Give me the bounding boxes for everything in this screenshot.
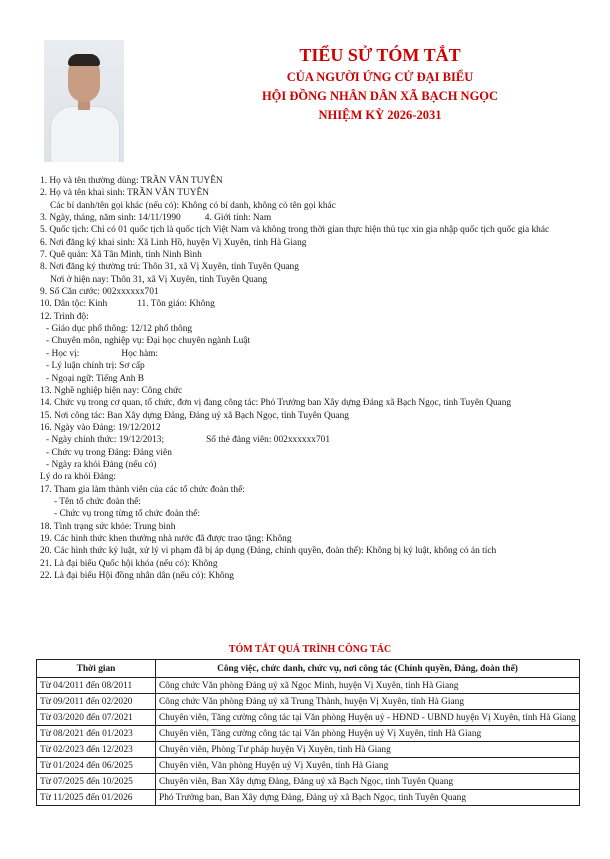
row-description: Chuyên viên, Văn phòng Huyện uỷ Vị Xuyên, tỉnh Hà Giang (156, 758, 580, 774)
table-row (37, 726, 580, 742)
table-row (37, 774, 580, 790)
row-time: Từ 04/2011 đến 08/2011 (37, 678, 156, 694)
biography-info (40, 175, 580, 582)
header-line-2: CỦA NGƯỜI ỨNG CỬ ĐẠI BIỂU (286, 70, 474, 84)
info-line-8: 8. Nơi đăng ký thường trú: Thôn 31, xã Vị Xuyên, tỉnh Tuyên Quang (40, 262, 299, 273)
table-row (37, 710, 580, 726)
info-hoc-vi: - Học vị: (46, 348, 80, 359)
row-description: Phó Trưởng ban, Ban Xây dựng Đảng, Đảng uỷ xã Bạch Ngọc, tỉnh Tuyên Quang (156, 790, 580, 806)
info-line-18: 18. Tình trạng sức khỏe: Trung bình (40, 521, 176, 532)
info-line-3-4 (40, 212, 580, 224)
info-line-10: 10. Dân tộc: Kinh (40, 299, 108, 310)
info-line-22: 22. Là đại biểu Hội đồng nhân dân (nếu có): Không (40, 571, 234, 581)
col-header-time: Thời gian (37, 660, 156, 678)
row-time: Từ 02/2023 đến 12/2023 (37, 742, 156, 758)
photo-hair (68, 54, 100, 66)
table-header-row (37, 660, 580, 678)
row-description: Chuyên viên, Phòng Tư pháp huyện Vị Xuyên, tỉnh Hà Giang (156, 742, 580, 758)
row-description: Chuyên viên, Tăng cường công tác tại Văn phòng Huyện uỷ - HĐND - UBND huyện Vị Xuyên, tỉnh Hà Giang (156, 710, 580, 726)
info-line-15: 15. Nơi công tác: Ban Xây dựng Đảng, Đảng uỷ xã Bạch Ngọc, tỉnh Tuyên Quang (40, 410, 349, 421)
info-hoc-ham: Học hàm: (121, 348, 159, 359)
info-line-13: 13. Nghề nghiệp hiện nay: Công chức (40, 385, 183, 396)
row-time: Từ 01/2024 đến 06/2025 (37, 758, 156, 774)
info-line-16c: - Ngày ra khỏi Đảng (nếu có) (46, 459, 157, 470)
row-description: Công chức Văn phòng Đảng uỷ xã Trung Thành, huyện Vị Xuyên, tỉnh Hà Giang (156, 694, 580, 710)
info-line-9: 9. Số Căn cước: 002xxxxxx701 (40, 287, 159, 298)
info-ngay-chinh-thuc: - Ngày chính thức: 19/12/2013; (46, 435, 165, 446)
row-time: Từ 08/2021 đến 01/2023 (37, 726, 156, 742)
photo-shirt (50, 106, 120, 162)
info-line-19: 19. Các hình thức khen thưởng nhà nước đã được trao tặng: Không (40, 533, 292, 544)
info-line-2b: Các bí danh/tên gọi khác (nếu có): Không có bí danh, không có tên gọi khác (50, 200, 336, 211)
info-line-12a: - Giáo dục phổ thông: 12/12 phổ thông (46, 324, 193, 335)
info-line-17b: - Chức vụ trong từng tổ chức đoàn thể: (54, 509, 200, 520)
row-time: Từ 09/2011 đến 02/2020 (37, 694, 156, 710)
info-line-7: 7. Quê quán: Xã Tân Minh, tỉnh Ninh Bình (40, 250, 202, 261)
info-line-16d: Lý do ra khỏi Đảng: (40, 472, 117, 483)
info-line-16: 16. Ngày vào Đảng: 19/12/2012 (40, 422, 161, 433)
info-line-1: 1. Họ và tên thường dùng: TRẦN VĂN TUYÊN (40, 176, 223, 186)
info-line-12e: - Ngoại ngữ: Tiếng Anh B (46, 373, 145, 384)
col-header-description: Công việc, chức danh, chức vụ, nơi công tác (Chính quyền, Đảng, đoàn thể) (156, 660, 580, 678)
info-line-21: 21. Là đại biểu Quốc hội khóa (nếu có): Không (40, 558, 218, 569)
info-line-14: 14. Chức vụ trong cơ quan, tổ chức, đơn vị đang công tác: Phó Trưởng ban Xây dựng Đảng xã Bạch Ngọc, tỉnh Tuyên Quang (40, 398, 512, 409)
info-line-5: 5. Quốc tịch: Chỉ có 01 quốc tịch là quốc tịch Việt Nam và không trong thời gian thực hiện thủ tục xin gia nhập quốc tịch quốc gia khác (40, 225, 550, 236)
work-history-table (36, 659, 580, 806)
document-header (210, 42, 550, 125)
row-description: Chuyên viên, Tăng cường công tác tại Văn phòng Huyện uỷ Vị Xuyên, tỉnh Hà Giang (156, 726, 580, 742)
info-line-3: 3. Ngày, tháng, năm sinh: 14/11/1990 (40, 213, 181, 224)
info-line-17: 17. Tham gia làm thành viên của các tổ chức đoàn thể: (40, 484, 245, 495)
info-line-8b: Nơi ở hiện nay: Thôn 31, xã Vị Xuyên, tỉnh Tuyên Quang (50, 274, 268, 285)
info-line-12c (40, 348, 580, 360)
info-line-2: 2. Họ và tên khai sinh: TRẦN VĂN TUYÊN (40, 188, 210, 199)
info-line-4: 4. Giới tính: Nam (204, 213, 272, 224)
info-line-20: 20. Các hình thức kỷ luật, xử lý vi phạm đã bị áp dụng (Đảng, chính quyền, đoàn thể): Không bị kỷ luật, không có án tích (40, 546, 497, 557)
info-so-the-dang-vien: Số thẻ đảng viên: 002xxxxxx701 (206, 435, 331, 446)
row-time: Từ 03/2020 đến 07/2021 (37, 710, 156, 726)
table-row (37, 742, 580, 758)
info-line-12b: - Chuyên môn, nghiệp vụ: Đại học chuyên ngành Luật (46, 336, 251, 347)
row-description: Chuyên viên, Ban Xây dựng Đảng, Đảng uỷ xã Bạch Ngọc, tỉnh Tuyên Quang (156, 774, 580, 790)
info-line-17a: - Tên tổ chức đoàn thể: (54, 496, 141, 507)
info-line-6: 6. Nơi đăng ký khai sinh: Xã Linh Hồ, huyện Vị Xuyên, tỉnh Hà Giang (40, 237, 307, 248)
table-row (37, 790, 580, 806)
info-line-12: 12. Trình độ: (40, 311, 89, 322)
header-line-4: NHIỆM KỲ 2026-2031 (318, 108, 442, 122)
info-line-16a (40, 434, 580, 446)
info-line-12d: - Lý luận chính trị: Sơ cấp (46, 361, 145, 372)
row-description: Công chức Văn phòng Đảng uỷ xã Ngọc Minh, huyện Vị Xuyên, tỉnh Hà Giang (156, 678, 580, 694)
info-line-11: 11. Tôn giáo: Không (137, 299, 215, 310)
table-row (37, 694, 580, 710)
info-line-16b: - Chức vụ trong Đảng: Đảng viên (46, 447, 172, 458)
candidate-photo (44, 40, 124, 162)
table-row (37, 678, 580, 694)
table-row (37, 758, 580, 774)
row-time: Từ 11/2025 đến 01/2026 (37, 790, 156, 806)
row-time: Từ 07/2025 đến 10/2025 (37, 774, 156, 790)
header-line-3: HỘI ĐỒNG NHÂN DÂN XÃ BẠCH NGỌC (261, 89, 499, 103)
work-history-title: TÓM TẮT QUÁ TRÌNH CÔNG TÁC (228, 644, 392, 655)
info-line-10-11 (40, 298, 580, 310)
document-title: TIỂU SỬ TÓM TẮT (299, 45, 461, 65)
